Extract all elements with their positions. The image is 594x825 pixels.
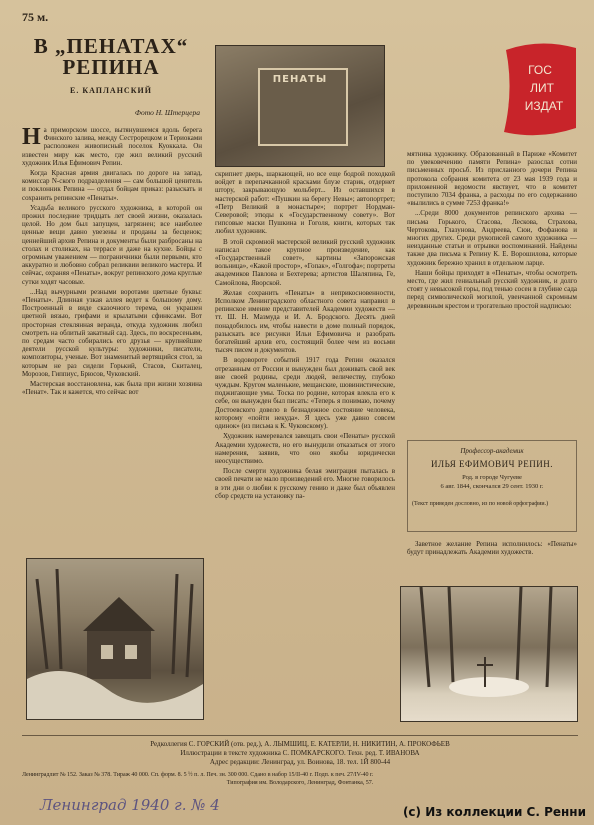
- col2-paragraph-1: скрипнет дверь, шаркающей, но все еще бодрой походкой войдет в перепачканной красками блузе старик, отдернет штору, закрывающую мольберт... Из оставшихся в мастерской работ: «Пушкин на берегу Невы»; автопортрет; «Петр Великий в монастыре»; портрет Нордман-Северовой; этюды к «Государственному совету». Вот гипсовые маски Пушкина и Гоголя, книги, которых так любил художник.: [215, 170, 395, 236]
- sign-photo-text: ПЕНАТЫ: [272, 74, 328, 85]
- goslitizdat-logo: [500, 40, 578, 140]
- epitaph-box: [407, 440, 577, 532]
- col3-paragraph-1: мятника художнику. Образованный в Париже «Комитет по увековечению памяти Репина» разослал сотни письменных просьб. Из присланного дочери Репина протокола собрания комитета от 23 мая 1939 года и приложенной ведомости явствует, что в комитет поступило 7034 франка, а расходы по его содержанию «вылились в сумме 7253 франка!»: [407, 150, 577, 208]
- col1-paragraph-3: Усадьба великого русского художника, в которой он прожил последние тридцать лет своей жизни, оказалась целой. Но дом был запущен, загрязнен; все наиболее ценные вещи давно увезены и проданы за бесценок; ценнейший архив Репина и документы были разбросаны на столах и столиках, на террасе и даже на кухне. Бойцы с огромным уважением — пограничники были первыми, кто аккуратно и любовно собрал реликвии великого мастера. И сейчас, охраняя «Пенаты», вокруг репинского дома круглые сутки ходят часовые.: [22, 203, 202, 286]
- column-1: [22, 126, 202, 554]
- epitaph-born: Род. в городе Чугуеве: [462, 474, 522, 481]
- photo-credit: Фото Н. Штерцера: [134, 108, 200, 117]
- col3-paragraph-4: Заветное желание Репина исполнилось: «Пенаты» будут принадлежать Академии художеств.: [407, 540, 577, 557]
- house-photo-drawing: [27, 559, 203, 719]
- print-imprint: [22, 771, 578, 787]
- col2-paragraph-5: Художник намеревался завещать свои «Пенаты» русской Академии художеств, но его вынудили отказаться от этого намерения, заявив, что оно якобы юридически неосуществимо.: [215, 432, 395, 465]
- house-photo: [26, 558, 204, 720]
- grave-photo-drawing: [401, 587, 577, 721]
- col3-paragraph-2: ...Среди 8000 документов репинского архива — письма Горького, Стасова, Лескова, Страхова, Чертокова, Глазунова, Андреева, Сюи, Фофанова и многих других. Среди рукописей самого художника — неизданные статьи и отрывки воспоминаний. Найдены также два письма к Репину К. Е. Ворошилова, которые художник бережно хранил в отдельном ларце.: [407, 209, 577, 267]
- page-number: 75 м.: [22, 10, 49, 24]
- epitaph-note: (Текст приведен дословно, из по новой орфографии.): [412, 501, 549, 507]
- editorial-footer: [22, 735, 578, 767]
- col2-paragraph-3: Желая сохранить «Пенаты» в неприкосновенности, Исполком Ленинградского областного совета направил в репинское имение представителей Академии художеств — тт. Ш. Н. Мазмуда и И. А. Бродского. Десять дней понадобилось им, чтобы навести в доме полный порядок, разыскать все рисунки Ильи Ефимовича и разобрать богатейший архив его, состоящий более чем из восьми тысяч писем и документов.: [215, 288, 395, 355]
- logo-line2: ЛИТ: [530, 81, 554, 95]
- col1-paragraph-5: Мастерская восстановлена, как была при жизни хозяина «Пенат». Так и кажется, что сейчас вот: [22, 380, 202, 397]
- title-line2: РЕПИНА: [62, 55, 160, 79]
- col1-paragraph-4: ...Над вычурными резными воротами цветные буквы: «Пенаты». Длинная узкая аллея ведет к большому дому. Построенный в виде сказочного терема, он украшен цветной вязью, грифами и крылатыми сфинксами. Вот просторная стеклянная веранда, откуда художник любил смотреть на облитый закатный сад. Здесь, по воскресеньям, по средам часто собирались его друзья — крупнейшие деятели русской культуры: художники, писатели, композиторы, ученые. Вот знаменитый вертящийся стол, за которым не раз сидели Горький, Стасов, Скиталец, Морозов, Гиппиус, Брюсов, Чуковский.: [22, 287, 202, 378]
- penaty-sign-photo: [215, 45, 385, 167]
- column-3-closing: [407, 540, 577, 580]
- col1-paragraph-1: а приморском шоссе, вытянувшемся вдоль берега Финского залива, между Сестрорецком и Териоками расположен живописный поселок Куоккала. Он известен миру как место, где жил великий русский художник Илья Ефимович Репин.: [22, 126, 202, 167]
- col2-paragraph-2: В этой скромной мастерской великий русский художник написал такое крупное произведение, как «Государственный совет», картины «Запорожская вольница», «Какой простор», «Гопак», «Голгофа»; портреты академиков Павлова и Бехтерева; артистов Шаляпина, Ге, Самойлова, Яворской.: [215, 237, 395, 287]
- dropcap: Н: [22, 126, 41, 150]
- footer-address: Адрес редакции: Ленинград, ул. Воинова, 18. тел. 1Й 800-44: [209, 758, 391, 766]
- column-3: [407, 150, 577, 438]
- imprint-line1: Ленинградлит № 152. Заказ № 378. Тираж 40 000. Сп. форм. 8. 5 ½ п. л. Печ. зн. 300 000. Сдано в набор 15/II-40 г. Подп. к печ. 27/IV-40 г.: [22, 772, 374, 778]
- logo-line1: ГОС: [528, 63, 552, 77]
- handwritten-note: Ленинград 1940 г. № 4: [40, 796, 220, 814]
- collection-credit: (c) Из коллекции С. Ренни: [402, 805, 586, 819]
- epitaph-name: ИЛЬЯ ЕФИМОВИЧ РЕПИН.: [430, 459, 553, 469]
- article-title: [22, 36, 200, 78]
- col1-paragraph-2: Когда Красная армия двигалась по дороге на запад, комиссар N-ского подразделения — сам большой ценитель и поклонник Репина — отдал бойцам приказ: разыскать и сохранить репинские «Пенаты».: [22, 169, 202, 202]
- article-author: Е. КАПЛАНСКИЙ: [70, 86, 152, 95]
- footer-illustrations: Иллюстрации в тексте художника С. ПОМКАРСКОГО. Техн. ред. Т. ИВАНОВА: [180, 749, 420, 757]
- epitaph-profession: Профессор-академик: [460, 447, 524, 455]
- column-2: [215, 170, 395, 718]
- col3-paragraph-3: Наши бойцы приходят в «Пенаты», чтобы осмотреть место, где жил гениальный русский художник, и долго стоят у невысокой горы, под тенью сосен в глубине сада перед символической могилой, увенчанной скромным деревянным крестом и трогательно простой надписью:: [407, 268, 577, 310]
- col2-paragraph-6: После смерти художника белая эмиграция пыталась в своей печати не мало произведений его. Многие говорилось в эти дни о любви к русскому гению и даже был объявлен сбор средств на установку па-: [215, 467, 395, 500]
- imprint-line2: Типография им. Володарского, Ленинград, Фонтанка, 57.: [226, 780, 374, 786]
- grave-photo: [400, 586, 578, 722]
- footer-editors: Редколлегия С. ГОРСКИЙ (отв. ред.), А. ЛЫМШИЦ, Е. КАТЕРЛИ, Н. НИКИТИН, А. ПРОКОФЬЕВ: [150, 740, 450, 748]
- logo-line3: ИЗДАТ: [524, 99, 564, 113]
- title-line1: В „ПЕНАТАХ“: [33, 34, 189, 58]
- epitaph-dates: 6 авг. 1844, скончался 29 сент. 1930 г.: [440, 483, 544, 490]
- col2-paragraph-4: В водовороте событий 1917 года Репин оказался отрезанным от России и вынужден был доживать свой век вне своей родины, среди людей, величеству, глубоко чуждым. Кругом маленькие, мещанские, шовинистические, поджигающие умы. Тоска по родине, которая влекла его к себе, он вынужден был писать: «Теперь я понимаю, почему Достоевского довело в безнадежное состояние человека, которому «пойти некуда». Я здесь уже давно совсем одинок» (из письма к К. Чуковскому).: [215, 356, 395, 431]
